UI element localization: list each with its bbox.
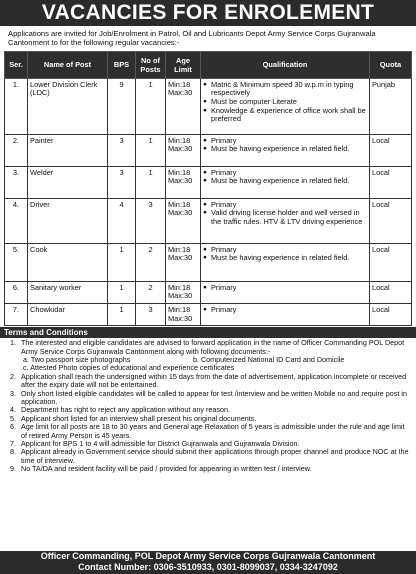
header-age: Age Limit [166, 51, 201, 78]
cell-age [166, 166, 201, 198]
age-max: Max:30 [168, 253, 193, 263]
cell-post: Cook [28, 243, 108, 281]
footer-contact: Contact Number: 0306-3510933, 0301-8099037, 0334-3247092 [78, 562, 338, 572]
cell-age [166, 281, 201, 303]
qualification-item: ● Primary [203, 306, 367, 315]
header-bps: BPS [108, 51, 136, 78]
age-min: Min:18 [168, 305, 191, 314]
terms-list [4, 338, 412, 474]
cell-ser: 3. [5, 166, 28, 198]
header-qualification: Qualification [201, 51, 370, 78]
table-header-row [5, 51, 412, 78]
cell-post: Chowkidar [28, 304, 108, 326]
cell-quota: Local [370, 198, 412, 243]
cell-age [166, 134, 201, 166]
header-post: Name of Post [28, 51, 108, 78]
cell-post: Driver [28, 198, 108, 243]
cell-quota: Local [370, 134, 412, 166]
footer-office: Officer Commanding, POL Depot Army Service Corps Gujranwala Cantonment [40, 551, 376, 561]
term-item: 7. Applicant for BPS 1 to 4 will admissible for District Gujranwala and Gujranwala Division. [18, 440, 412, 448]
cell-bps: 4 [108, 198, 136, 243]
intro-text: Applications are invited for Job/Enrolment in Patrol, Oil and Lubricants Depot Army Service Corps Gujranwala Cantonment to for the following regular vacancies:- [8, 29, 376, 48]
vacancies-table [4, 51, 412, 326]
table-row [5, 281, 412, 303]
document-item: a. Two passport size photographs [23, 355, 131, 364]
header-quota: Quota [370, 51, 412, 78]
qualification-item: ● Primary [203, 137, 367, 146]
cell-bps: 1 [108, 281, 136, 303]
qualification-item: ● Primary [203, 169, 367, 178]
age-min: Min:18 [168, 244, 191, 254]
age-min: Min:18 [168, 167, 191, 177]
cell-posts: 2 [136, 281, 166, 303]
qualification-item: ● Must be computer Literate [203, 98, 367, 107]
term-item: 2. Application shall reach the undersigned within 15 days from the date of advertisement, application incomplete or received after the expiry date will not be entertained. [18, 373, 412, 390]
cell-qualification [201, 304, 370, 326]
age-max: Max:30 [168, 313, 193, 323]
cell-posts: 1 [136, 134, 166, 166]
cell-qualification [201, 134, 370, 166]
qualification-item: ● Must be having experience in related field. [203, 254, 367, 263]
table-row [5, 243, 412, 281]
age-min: Min:18 [168, 199, 191, 209]
cell-quota: Punjab [370, 78, 412, 134]
cell-post: Painter [28, 134, 108, 166]
cell-ser: 4. [5, 198, 28, 243]
cell-age [166, 243, 201, 281]
title-banner [0, 0, 416, 26]
cell-posts: 1 [136, 78, 166, 134]
qualification-item: ● Must be having experience in related field. [203, 177, 367, 186]
cell-qualification [201, 78, 370, 134]
cell-qualification [201, 166, 370, 198]
cell-ser: 2. [5, 134, 28, 166]
term-item: 9. No TA/DA and resident facility will be paid / provided for appearing in written test / interview. [18, 465, 412, 473]
cell-posts: 1 [136, 166, 166, 198]
age-min: Min:18 [168, 79, 191, 89]
cell-bps: 1 [108, 304, 136, 326]
cell-age [166, 198, 201, 243]
cell-posts: 3 [136, 198, 166, 243]
term-item [18, 339, 412, 373]
cell-age [166, 304, 201, 326]
cell-quota: Local [370, 281, 412, 303]
cell-qualification [201, 198, 370, 243]
age-max: Max:30 [168, 144, 193, 154]
header-ser: Ser. [5, 51, 28, 78]
term-text: The interested and eligible candidates are advised to forward application in the name of Officer Commanding POL Depot Army Service Corps Gujranwala Cantonment along with following documents:- [21, 338, 405, 356]
age-max: Max:30 [168, 208, 193, 218]
cell-post: Welder [28, 166, 108, 198]
cell-qualification [201, 281, 370, 303]
qualification-item: ● Primary [203, 201, 367, 210]
cell-ser: 6. [5, 281, 28, 303]
age-min: Min:18 [168, 282, 191, 292]
cell-bps: 1 [108, 243, 136, 281]
table-row [5, 304, 412, 326]
qualification-item: ● Must be having experience in related field. [203, 145, 367, 154]
term-item: 8. Applicant already in Government service should submit their applications through proper channel and produce NOC at the time of interview. [18, 448, 412, 465]
header-posts: No of Posts [136, 51, 166, 78]
cell-post: Lower Division Clerk (LDC) [28, 78, 108, 134]
qualification-item: ● Knowledge & experience of office work shall be preferred [203, 107, 367, 124]
qualification-item: ● Primary [203, 284, 367, 293]
cell-bps: 3 [108, 134, 136, 166]
document-item: b. Computerized National ID Card and Domicile [193, 355, 345, 364]
age-max: Max:30 [168, 88, 193, 98]
cell-quota: Local [370, 304, 412, 326]
page-title: VACANCIES FOR ENROLEMENT [41, 1, 375, 24]
term-item: 6. Age limit for all posts are 18 to 30 years and General age Relaxation of 5 years is admissible under the rule and age limit of retired Army Person is 45 years. [18, 423, 412, 440]
cell-quota: Local [370, 243, 412, 281]
cell-ser: 7. [5, 304, 28, 326]
cell-posts: 2 [136, 243, 166, 281]
qualification-item: ● Matric & Minimum speed 30 w.p.m in typing respectively [203, 81, 367, 98]
cell-posts: 3 [136, 304, 166, 326]
age-max: Max:30 [168, 291, 193, 301]
terms-header: Terms and Conditions [0, 327, 416, 338]
table-row [5, 134, 412, 166]
cell-quota: Local [370, 166, 412, 198]
cell-ser: 1. [5, 78, 28, 134]
cell-bps: 9 [108, 78, 136, 134]
term-item: 3. Only short listed eligible candidates will be called to appear for test /interview and be written Mobile no and require post in application. [18, 390, 412, 407]
cell-qualification [201, 243, 370, 281]
qualification-item: ● Valid driving license holder and well versed in the traffic rules. HTV & LTV driving experience [203, 209, 367, 226]
table-row [5, 78, 412, 134]
cell-age [166, 78, 201, 134]
qualification-item: ● Primary [203, 246, 367, 255]
cell-ser: 5. [5, 243, 28, 281]
age-max: Max:30 [168, 176, 193, 186]
cell-post: Sanitary worker [28, 281, 108, 303]
document-item: c. Attested Photo copies of educational and experience certificates [23, 363, 235, 373]
table-row [5, 198, 412, 243]
table-row [5, 166, 412, 198]
cell-bps: 3 [108, 166, 136, 198]
term-item: 5. Applicant short listed for an interview shall present his original documents. [18, 415, 412, 423]
footer-banner [0, 551, 416, 574]
age-min: Min:18 [168, 135, 191, 145]
term-item: 4. Department has right to reject any application without any reason. [18, 406, 412, 414]
